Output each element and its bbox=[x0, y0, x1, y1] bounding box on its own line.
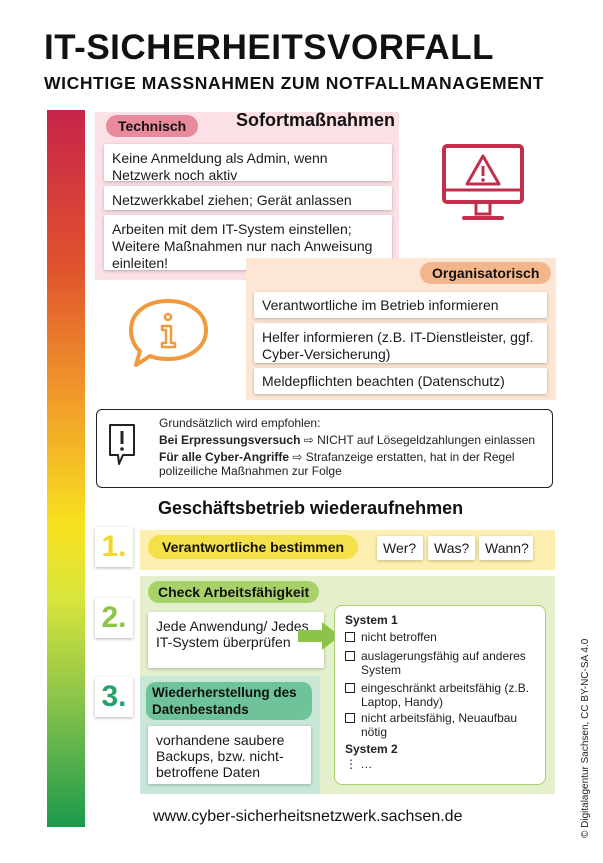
organisatorisch-label: Organisatorisch bbox=[420, 262, 551, 284]
checklist-option-4[interactable]: nicht arbeitsfähig, Neuaufbau nötig bbox=[345, 711, 543, 739]
question-when: Wann? bbox=[479, 536, 533, 560]
geschaeft-heading: Geschäftsbetrieb wiederaufnehmen bbox=[158, 498, 464, 518]
technisch-item-2: Netzwerkkabel ziehen; Gerät anlassen bbox=[104, 186, 392, 210]
step-2-number: 2. bbox=[101, 601, 127, 634]
checklist-option-1[interactable]: nicht betroffen bbox=[345, 630, 535, 644]
recommendation-line-1: Bei Erpressungsversuch ⇨ NICHT auf Lösegeldzahlungen einlassen bbox=[159, 433, 536, 447]
step-3-text: vorhandene saubere Backups, bzw. nicht-betroffene Daten bbox=[148, 726, 311, 784]
recommendation-box bbox=[96, 409, 553, 488]
step-2-text: Jede Anwendung/ Jedes IT-System überprüfen bbox=[148, 612, 324, 668]
recommendation-intro: Grundsätzlich wird empfohlen: bbox=[159, 416, 321, 430]
severity-gradient-bar bbox=[47, 110, 85, 827]
step-3-number: 3. bbox=[101, 680, 127, 713]
footer-url[interactable]: www.cyber-sicherheitsnetzwerk.sachsen.de bbox=[153, 808, 463, 825]
copyright-credit: © Digitalagentur Sachsen, CC BY-NC-SA 4.0 bbox=[580, 638, 591, 838]
recommendation-line-2: Für alle Cyber-Angriffe ⇨ Strafanzeige erstatten, hat in der Regel bbox=[159, 450, 515, 464]
checklist-option-3[interactable]: eingeschränkt arbeitsfähig (z.B. Laptop, Handy) bbox=[345, 681, 535, 709]
page-title: IT-SICHERHEITSVORFALL bbox=[44, 28, 494, 67]
step-3-label: Wiederherstellung des Datenbestands bbox=[146, 682, 312, 720]
step-2-label: Check Arbeitsfähigkeit bbox=[148, 581, 319, 603]
exclamation-bubble-icon bbox=[107, 422, 137, 473]
step-1-number-box bbox=[95, 527, 133, 567]
checkbox[interactable] bbox=[345, 632, 355, 642]
organisatorisch-item-3: Meldepflichten beachten (Datenschutz) bbox=[254, 368, 547, 394]
sofort-heading: Sofortmaßnahmen bbox=[236, 110, 396, 130]
step-1-number: 1. bbox=[101, 530, 127, 563]
organisatorisch-item-1: Verantwortliche im Betrieb informieren bbox=[254, 292, 547, 318]
checklist-option-2[interactable]: auslagerungsfähig auf anderes System bbox=[345, 649, 535, 677]
checkbox[interactable] bbox=[345, 713, 355, 723]
step-1-label: Verantwortliche bestimmen bbox=[148, 535, 358, 559]
technisch-item-3: Arbeiten mit dem IT-System einstellen; Weitere Maßnahmen nur nach Anweisung einleiten! bbox=[104, 215, 392, 270]
checklist-more: ⋮ … bbox=[345, 757, 373, 771]
system-1-heading: System 1 bbox=[345, 613, 398, 627]
organisatorisch-item-2: Helfer informieren (z.B. IT-Dienstleister, ggf. Cyber-Versicherung) bbox=[254, 323, 547, 363]
monitor-alert-icon bbox=[440, 142, 526, 231]
checkbox[interactable] bbox=[345, 683, 355, 693]
step-2-number-box bbox=[95, 598, 133, 638]
technisch-label: Technisch bbox=[106, 115, 198, 137]
technisch-item-1: Keine Anmeldung als Admin, wenn Netzwerk noch aktiv bbox=[104, 144, 392, 181]
system-2-heading: System 2 bbox=[345, 742, 398, 756]
page-subtitle: WICHTIGE MASSNAHMEN ZUM NOTFALLMANAGEMENT bbox=[44, 73, 544, 93]
recommendation-line-3: polizeiliche Maßnahmen zur Folge bbox=[159, 464, 342, 478]
question-who: Wer? bbox=[377, 536, 423, 560]
question-what: Was? bbox=[428, 536, 475, 560]
checkbox[interactable] bbox=[345, 651, 355, 661]
step-3-number-box bbox=[95, 677, 133, 717]
info-bubble-icon bbox=[128, 297, 214, 376]
